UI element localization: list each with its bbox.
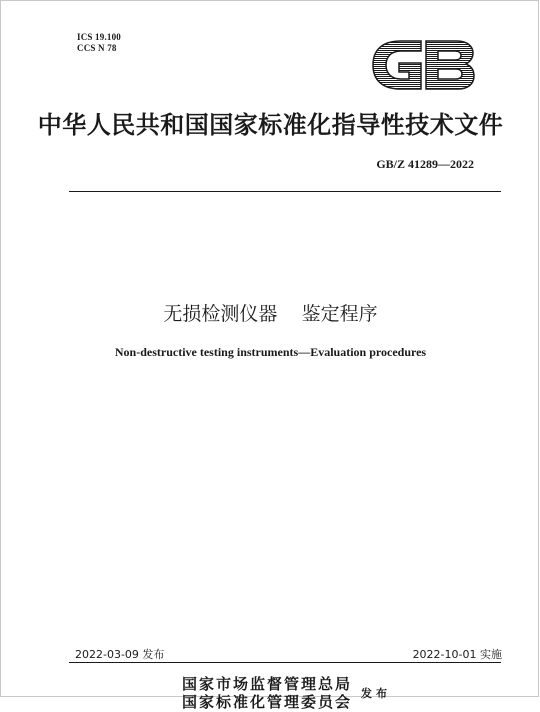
footer-divider	[69, 662, 501, 663]
standard-number: GB/Z 41289—2022	[376, 157, 474, 171]
publish-label: 发布	[361, 687, 391, 700]
ics-code: ICS 19.100	[77, 32, 122, 42]
title-chinese: 无损检测仪器 鉴定程序	[163, 303, 378, 325]
gb-logo	[371, 38, 476, 92]
issuing-authority-2: 国家标准化管理委员会	[182, 693, 353, 711]
ccs-code: CCS N 78	[77, 43, 117, 53]
issue-date: 2022-03-09 发布	[75, 648, 165, 661]
header-divider	[69, 191, 501, 192]
document-category-title: 中华人民共和国国家标准化指导性技术文件	[37, 111, 504, 139]
title-english: Non-destructive testing instruments—Evaluation procedures	[114, 345, 427, 359]
issuing-authority-1: 国家市场监督管理总局	[182, 675, 353, 693]
classification-codes	[77, 32, 121, 54]
implementation-date: 2022-10-01 实施	[412, 648, 502, 661]
